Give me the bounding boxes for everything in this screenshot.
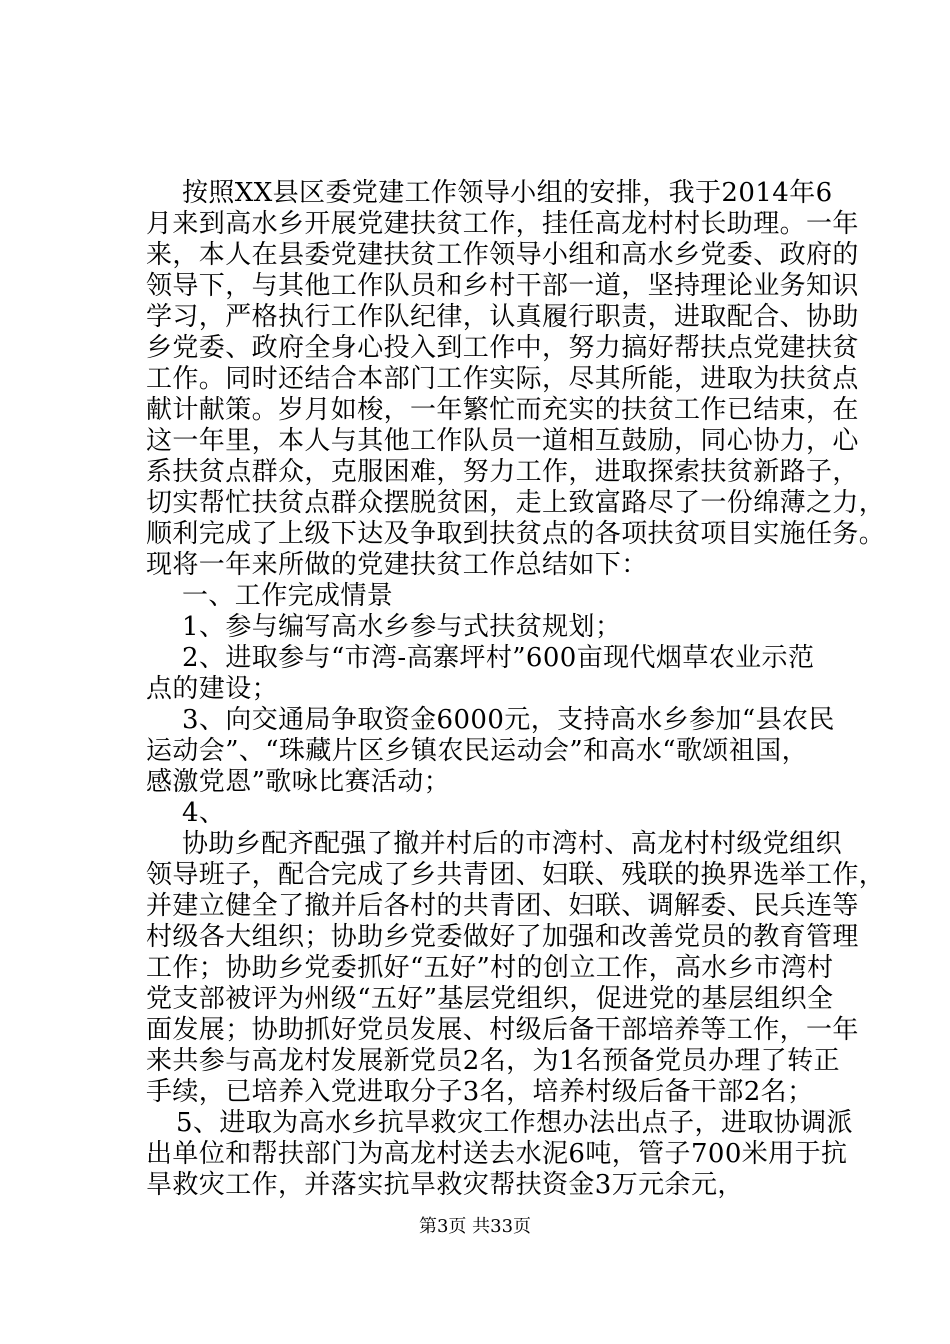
paragraph-line: 按照XX县区委党建工作领导小组的安排，我于2014年6 (182, 178, 833, 208)
list-item-continuation: 感激党恩”歌咏比赛活动； (146, 767, 451, 797)
list-item-continuation: 运动会”、“珠藏片区乡镇农民运动会”和高水“歌颂祖国， (146, 736, 808, 766)
paragraph-line: 工作。同时还结合本部门工作实际，尽其所能，进取为扶贫点 (146, 364, 859, 394)
paragraph-line: 党支部被评为州级“五好”基层党组织，促进党的基层组织全 (146, 984, 834, 1014)
list-item: 4、 (182, 798, 226, 828)
paragraph-line: 学习，严格执行工作队纪律，认真履行职责，进取配合、协助 (146, 302, 859, 332)
paragraph-line: 乡党委、政府全身心投入到工作中，努力搞好帮扶点党建扶贫 (146, 333, 859, 363)
paragraph-line: 来共参与高龙村发展新党员2名，为1名预备党员办理了转正 (146, 1046, 840, 1076)
paragraph-line: 面发展；协助抓好党员发展、村级后备干部培养等工作，一年 (146, 1015, 859, 1045)
paragraph-line: 这一年里，本人与其他工作队员一道相互鼓励，同心协力，心 (146, 426, 859, 456)
section-heading: 一、工作完成情景 (182, 581, 394, 611)
paragraph-line: 协助乡配齐配强了撤并村后的市湾村、高龙村村级党组织 (182, 829, 843, 859)
paragraph-line: 系扶贫点群众，克服困难，努力工作，进取探索扶贫新路子， (146, 457, 859, 487)
paragraph-line: 并建立健全了撤并后各村的共青团、妇联、调解委、民兵连等 (146, 891, 859, 921)
paragraph-line: 来，本人在县委党建扶贫工作领导小组和高水乡党委、政府的 (146, 240, 859, 270)
paragraph-line: 切实帮忙扶贫点群众摆脱贫困，走上致富路尽了一份绵薄之力， (146, 488, 886, 518)
list-item-continuation: 出单位和帮扶部门为高龙村送去水泥6吨，管子700米用于抗 (146, 1139, 848, 1169)
list-item: 5、进取为高水乡抗旱救灾工作想办法出点子，进取协调派 (176, 1108, 853, 1138)
paragraph-line: 献计献策。岁月如梭，一年繁忙而充实的扶贫工作已结束，在 (146, 395, 859, 425)
paragraph-line: 村级各大组织；协助乡党委做好了加强和改善党员的教育管理 (146, 922, 859, 952)
list-item: 2、进取参与“市湾-高寨坪村”600亩现代烟草农业示范 (182, 643, 815, 673)
paragraph-line: 工作；协助乡党委抓好“五好”村的创立工作，高水乡市湾村 (146, 953, 834, 983)
list-item: 1、参与编写高水乡参与式扶贫规划； (182, 612, 622, 642)
paragraph-line: 领导下，与其他工作队员和乡村干部一道，坚持理论业务知识 (146, 271, 859, 301)
page-footer: 第3页 共33页 (418, 1216, 532, 1237)
list-item: 3、向交通局争取资金6000元，支持高水乡参加“县农民 (182, 705, 835, 735)
list-item-continuation: 旱救灾工作，并落实抗旱救灾帮扶资金3万元余元， (146, 1170, 744, 1200)
paragraph-line: 顺利完成了上级下达及争取到扶贫点的各项扶贫项目实施任务。 (146, 519, 886, 549)
list-item-continuation: 点的建设； (146, 674, 279, 704)
paragraph-line: 月来到高水乡开展党建扶贫工作，挂任高龙村村长助理。一年 (146, 209, 859, 239)
paragraph-line: 现将一年来所做的党建扶贫工作总结如下： (146, 550, 648, 580)
paragraph-line: 领导班子，配合完成了乡共青团、妇联、残联的换界选举工作， (146, 860, 886, 890)
paragraph-line: 手续，已培养入党进取分子3名，培养村级后备干部2名； (146, 1077, 814, 1107)
